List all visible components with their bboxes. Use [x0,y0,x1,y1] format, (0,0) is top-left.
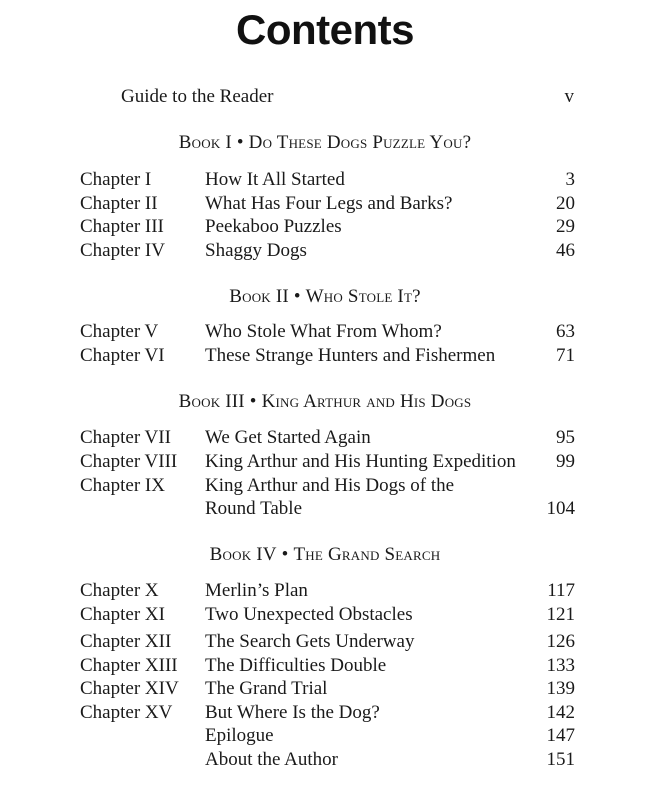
chapter-label: Chapter III [80,216,164,237]
toc-entry[interactable] [80,215,575,239]
chapter-label: Chapter I [80,169,152,190]
toc-entry-about-author[interactable] [80,748,575,772]
chapter-label: Chapter IX [80,475,165,496]
page-number: 20 [556,193,575,214]
toc-entry[interactable] [80,630,575,654]
chapter-title: About the Author [205,749,338,770]
page-number: 133 [546,655,575,676]
chapter-title: Merlin’s Plan [205,580,308,601]
book-number: Book I [178,132,232,153]
toc-entry[interactable] [80,654,575,678]
chapter-title: King Arthur and His Hunting Expedition [205,451,516,472]
page-number: 71 [556,345,575,366]
page-number: 142 [546,702,575,723]
page-title: Contents [236,6,414,53]
page-number: 147 [546,725,575,746]
toc-entry[interactable] [80,603,575,627]
chapter-title: Shaggy Dogs [205,240,307,261]
book-heading-2 [0,286,650,308]
toc-entry[interactable] [80,239,575,263]
page-number: 46 [556,240,575,261]
page-number: 95 [556,427,575,448]
page-number: 104 [546,498,575,519]
bullet-separator: • [293,286,306,307]
toc-entry-guide[interactable] [121,86,574,108]
toc-entry[interactable] [80,168,575,192]
toc-entry[interactable] [80,426,575,450]
book-heading-1 [0,132,650,154]
page-number: 29 [556,216,575,237]
page-number: 121 [546,604,575,625]
toc-entry[interactable] [80,450,575,474]
bullet-separator: • [236,132,249,153]
toc-entry[interactable] [80,474,575,498]
toc-entry[interactable] [80,701,575,725]
chapter-title: We Get Started Again [205,427,371,448]
chapter-title: The Search Gets Underway [205,631,415,652]
toc-entry[interactable] [80,579,575,603]
chapter-label: Chapter XII [80,631,172,652]
chapter-title: Two Unexpected Obstacles [205,604,413,625]
chapter-label: Chapter XI [80,604,165,625]
book-title: Who Stole It? [305,286,421,307]
book-heading-3 [0,391,650,413]
chapter-label: Chapter V [80,321,159,342]
chapter-label: Chapter XIII [80,655,178,676]
chapter-title: Who Stole What From Whom? [205,321,442,342]
chapter-title: The Grand Trial [205,678,328,699]
chapter-label: Chapter II [80,193,158,214]
chapter-label: Chapter XIV [80,678,179,699]
book-number: Book II [229,286,289,307]
chapter-label: Chapter VII [80,427,171,448]
book-number: Book IV [209,544,277,565]
chapter-label: Chapter IV [80,240,165,261]
toc-entry[interactable] [80,192,575,216]
page-number: 117 [547,580,575,601]
bullet-separator: • [249,391,262,412]
chapter-title: These Strange Hunters and Fishermen [205,345,496,366]
chapter-title: Peekaboo Puzzles [205,216,342,237]
bullet-separator: • [281,544,294,565]
book-title: The Grand Search [293,544,441,565]
chapter-title-continued: Round Table [205,498,303,519]
page-number: 99 [556,451,575,472]
chapter-label: Chapter VIII [80,451,178,472]
chapter-title: But Where Is the Dog? [205,702,380,723]
chapter-title: King Arthur and His Dogs of the [205,475,455,496]
guide-page: v [564,86,574,107]
chapter-title: How It All Started [205,169,345,190]
guide-label: Guide to the Reader [121,86,274,107]
book-title: Do These Dogs Puzzle You? [248,132,472,153]
chapter-title: Epilogue [205,725,274,746]
chapter-label: Chapter XV [80,702,173,723]
chapter-title: The Difficulties Double [205,655,387,676]
toc-entry-continuation[interactable] [80,497,575,521]
book-title: King Arthur and His Dogs [261,391,472,412]
page-number: 151 [546,749,575,770]
book-heading-4 [0,544,650,566]
toc-entry[interactable] [80,320,575,344]
toc-entry-epilogue[interactable] [80,724,575,748]
toc-entry[interactable] [80,677,575,701]
chapter-label: Chapter VI [80,345,165,366]
page-number: 139 [546,678,575,699]
page-number: 126 [546,631,575,652]
page-number: 63 [556,321,575,342]
book-number: Book III [178,391,245,412]
chapter-label: Chapter X [80,580,159,601]
toc-entry[interactable] [80,344,575,368]
chapter-title: What Has Four Legs and Barks? [205,193,453,214]
page-number: 3 [565,169,575,190]
